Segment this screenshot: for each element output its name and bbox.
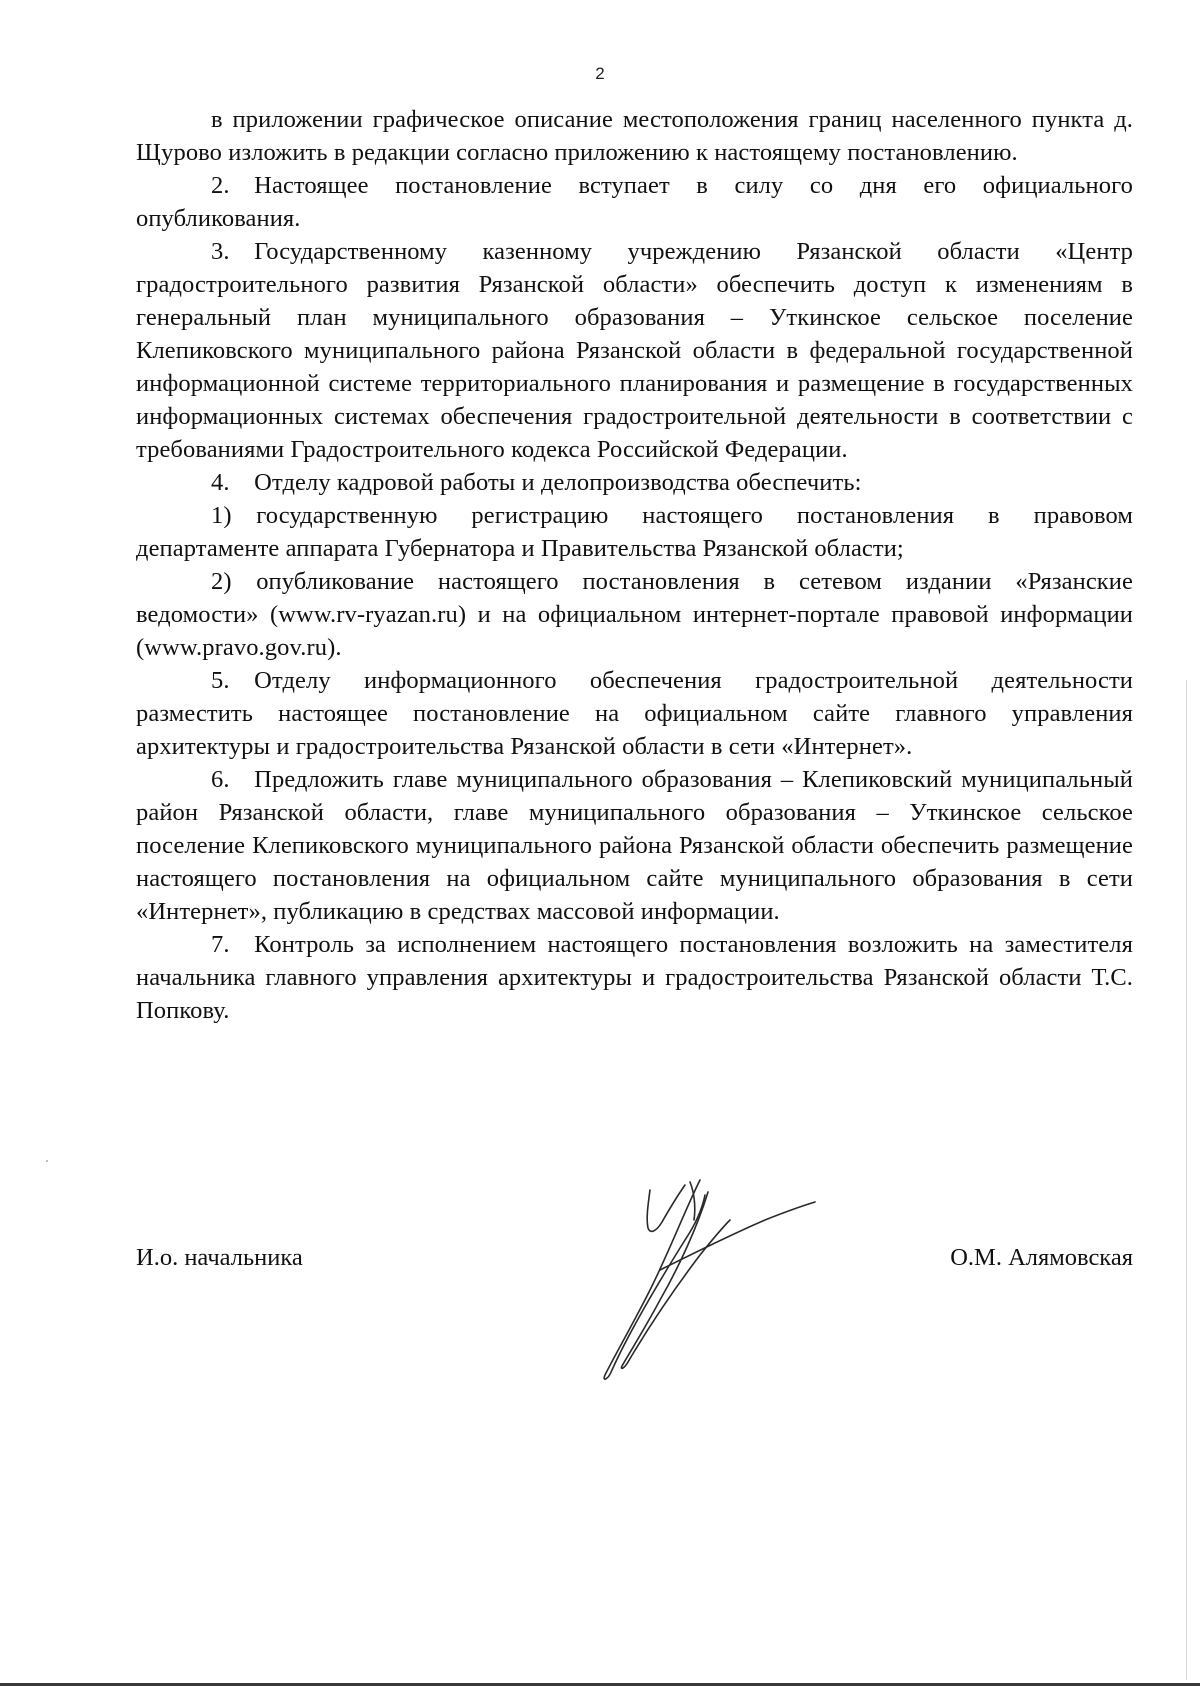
paragraph-item-2: 2. Настоящее постановление вступает в силу со дня его официального опубликования. [136, 172, 1133, 232]
paragraph-subitem-1: 1) государственную регистрацию настоящего постановления в правовом департаменте аппарата Губернатора и Правительства Рязанской области; [136, 502, 1133, 562]
paragraph-item-4: 4. Отделу кадровой работы и делопроизводства обеспечить: [211, 469, 862, 496]
paragraph-item-7: 7. Контроль за исполнением настоящего постановления возложить на заместителя начальника главного управления архитектуры и градостроительства Рязанской области Т.С. Попкову. [136, 931, 1133, 1024]
scan-edge-line [1186, 680, 1187, 1680]
handwritten-signature [590, 1170, 820, 1390]
paragraph-continuation: в приложении графическое описание местоположения границ населенного пункта д. Щурово изложить в редакции согласно приложению к настоящему постановлению. [136, 106, 1133, 166]
paragraph-item-6: 6. Предложить главе муниципального образования – Клепиковский муниципальный район Рязанской области, главе муниципального образования – Уткинское сельское поселение Клепиковского муниципального района Рязанской области обеспечить размещение настоящего постановления на официальном сайте муниципального образования в сети «Интернет», публикацию в средствах массовой информации. [136, 766, 1133, 925]
signatory-position: И.о. начальника [136, 1244, 303, 1271]
paragraph-subitem-2: 2) опубликование настоящего постановления в сетевом издании «Рязанские ведомости» (www.rv-ryazan.ru) и на официальном интернет-портале правовой информации (www.pravo.gov.ru). [136, 568, 1133, 661]
scan-speck [46, 1160, 48, 1162]
document-body [136, 103, 1133, 1027]
paragraph-item-3: 3. Государственному казенному учреждению Рязанской области «Центр градостроительного развития Рязанской области» обеспечить доступ к изменениям в генеральный план муниципального образования – Уткинское сельское поселение Клепиковского муниципального района Рязанской области в федеральной государственной информационной системе территориального планирования и размещение в государственных информационных системах обеспечения градостроительной деятельности в соответствии с требованиями Градостроительного кодекса Российской Федерации. [136, 238, 1133, 463]
paragraph-item-5: 5. Отделу информационного обеспечения градостроительной деятельности разместить настоящее постановление на официальном сайте главного управления архитектуры и градостроительства Рязанской области в сети «Интернет». [136, 667, 1133, 760]
page-number: 2 [595, 64, 605, 83]
signatory-name: О.М. Алямовская [950, 1244, 1133, 1271]
scan-bottom-border [0, 1683, 1200, 1686]
